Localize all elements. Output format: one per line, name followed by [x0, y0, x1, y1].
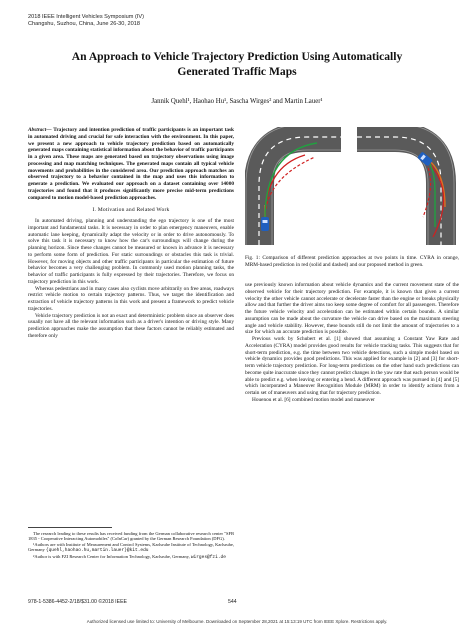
footnotes — [28, 531, 234, 560]
title-line-2: Generated Traffic Maps — [177, 64, 297, 78]
left-column — [28, 127, 234, 340]
vehicle-icon-left — [261, 217, 269, 231]
abstract — [28, 127, 234, 201]
figure-road-scene — [245, 127, 459, 245]
title-line-1: An Approach to Vehicle Trajectory Prediction Using Automatically — [71, 50, 403, 63]
paper-title — [20, 50, 454, 79]
page-number: 544 — [228, 599, 237, 605]
author-list: Jannik Quehl¹, Haohao Hu¹, Sascha Wirges² and Martin Lauer¹ — [151, 98, 323, 105]
figure-caption: Fig. 1: Comparison of different prediction approaches at two points in time. CYRA in orange, MRM-based prediction in red (solid and dashed) and our proposed method in green. — [245, 255, 459, 268]
footnote-rule — [28, 527, 112, 528]
email-fzi: wirges@fzi.de — [190, 554, 226, 560]
footnote-affiliation-1: ¹Authors are with Institute of Measurement and Control Systems, Karlsruhe Institute of Technology, Karlsruhe, Germany {quehl,haohao.hu,martin.lauer}@kit.edu — [28, 541, 234, 554]
paragraph-2: Whereas pedestrians and in many cases also cyclists move arbitrarily on free areas, roadways restrict vehicle motion to certain trajectory patterns. Thus, we target the identification and extraction of vehicle trajectory patterns in this work and present a framework to predict vehicle trajectories. — [28, 285, 234, 312]
section-heading-1: I. Motivation and Related Work — [92, 207, 170, 214]
abstract-text: — Trajectory and intention prediction of traffic participants is an important task in automated driving and crucial for safe interaction with the environment. In this paper, we present a new approach to vehicle trajectory prediction based on automatically generated maps containing statistical information about the behavior of traffic participants in a given area. These maps are generated based on trajectory observations using image processing and map matching techniques. The generated maps contain all typical vehicle movements and probabilities in the considered area. Our prediction approach matches an observed trajectory to a behavior contained in the map and uses this information to generate a prediction. We evaluated our approach on a dataset containing over 14000 trajectories and found that it produces significantly more precise mid-term predictions compared to motion model-based prediction approaches. — [28, 127, 234, 201]
right-column — [245, 282, 459, 404]
paragraph-right-2: Previous work by Schubert et al. [1] showed that assuming a Constant Yaw Rate and Acceleration (CYRA) model provides good results for vehicle tracking tasks. This suggests that for short-term prediction, e.g. the time between two vehicle detections, such a simple model based on vehicle dynamics provides good predictions. This was applied for example in [2] and [3] for short-term vehicle trajectory prediction. For long-term predictions on the other hand such predictions can become quite inaccurate since they cannot predict changes in the yaw rate that each person would be able to predict e.g. when leaving or entering a bend. A different approach was pursued in [4] and [5] which incorporated a Maneuver Recognition Module (MRM) in order to identify actions from a certain set of maneuvers and using that for trajectory prediction. — [245, 336, 459, 396]
footnote-affiliation-2: ²Author is with FZI Research Center for Information Technology, Karlsruhe, Germany, wirges@fzi.de — [33, 553, 226, 560]
footnote-funding: The research leading to these results has received funding from the German collaborative research center "SFB 1835 - Cooperative Interacting Automobiles" (CoInCar) granted by the German Research Foundation (DFG). — [28, 531, 234, 542]
paragraph-right-1: use previously known information about vehicle dynamics and the current movement state of the observed vehicle for their trajectory prediction. For example, it is known that given a current velocity the other vehicle cannot accelerate or decelerate faster than the engine or breaks physically allow and that further the driver aims too keep some degree of comfort for all passengers. Therefore the future vehicle velocity and acceleration can be estimated within certain bounds. A similar assumption can be made about the curvature the vehicle can drive based on the maximum steering angle and vehicle stability. However, these bounds still do not limit the amount of trajectories to a size for which an accurate prediction is possible. — [245, 282, 459, 336]
abstract-lead: Abstract — [28, 127, 47, 133]
paragraph-1: In automated driving, planning and understanding the ego trajectory is one of the most important and fundamental tasks. It is necessary in order to plan emergency maneuvers, enable automatic lane keeping, dynamically adapt the velocity or in order to drive autonomously. To solve this task it is necessary to know how the car's surroundings will change during the planning horizon. Since these changes cannot be measured or known in advance it is necessary to perform some form of prediction. For static surroundings or obstacles this task is trivial. However, for moving objects and other traffic participants in particular the estimation of future behavior becomes a very challenging problem. In commonly used motion planning tasks, the behavior of traffic participants is fully expressed by their trajectories. Therefore, we focus on trajectory prediction in this work. — [28, 218, 234, 285]
conference-name: 2018 IEEE Intelligent Vehicles Symposium (IV) — [28, 14, 144, 20]
conference-location: Changshu, Suzhou, China, June 26-30, 2018 — [28, 21, 140, 27]
isbn-line: 978-1-5386-4452-2/18/$31.00 ©2018 IEEE — [28, 599, 128, 605]
licence-notice: Authorized licensed use limited to: University of Melbourne. Downloaded on September 28,2021 at 15:13:19 UTC from IEEE Xplore. Restrictions apply. — [86, 619, 388, 624]
email-kit: {quehl,haohao.hu,martin.lauer}@kit.edu — [45, 548, 149, 554]
paragraph-right-3: Houenou et al. [6] combined motion model and maneuver — [252, 396, 375, 403]
paragraph-3: Vehicle trajectory prediction is not an exact and deterministic problem since an observer does usually not have all the relevant information such as a driver's intention or driving style. Many prediction approaches make the assumption that these factors cannot be reliably estimated and therefore only — [28, 312, 234, 339]
